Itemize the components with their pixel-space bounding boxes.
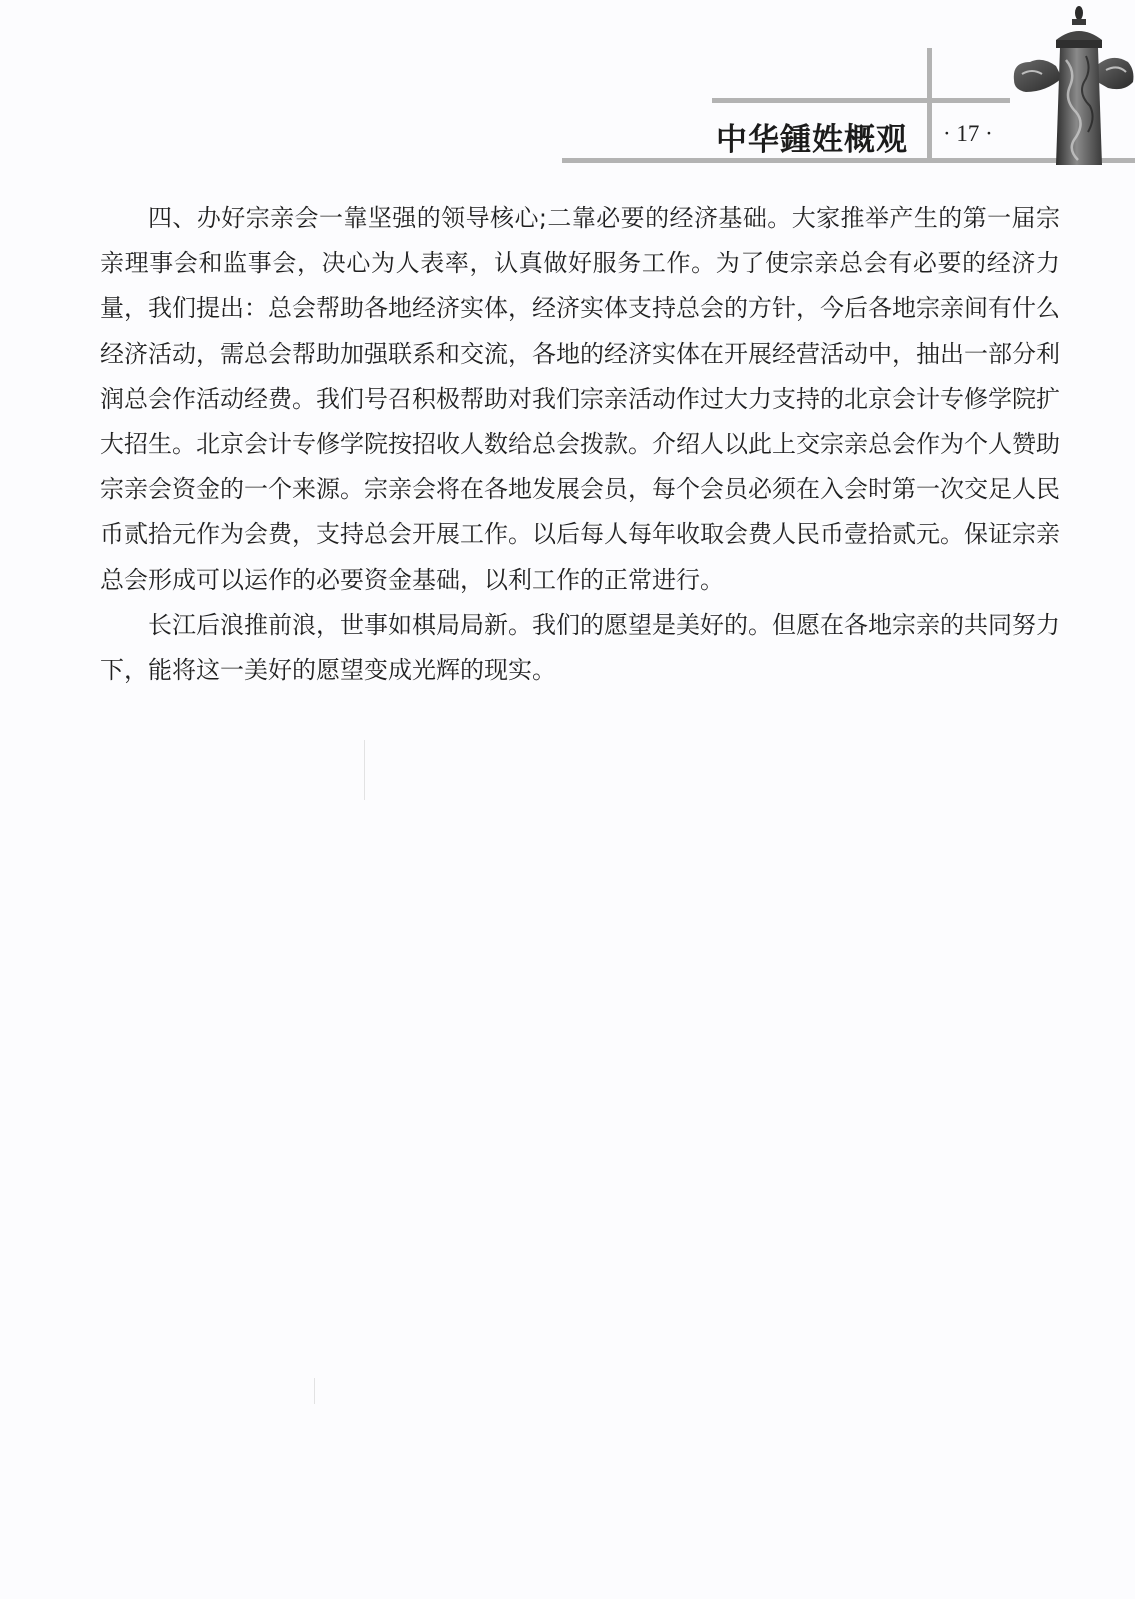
- paragraph: 四、办好宗亲会一靠坚强的领导核心;二靠必要的经济基础。大家推举产生的第一届宗亲理事会和监事会，决心为人表率，认真做好服务工作。为了使宗亲总会有必要的经济力量，我们提出：总会帮助各地经济实体，经济实体支持总会的方针，今后各地宗亲间有什么经济活动，需总会帮助加强联系和交流，各地的经济实体在开展经营活动中，抽出一部分利润总会作活动经费。我们号召积极帮助对我们宗亲活动作过大力支持的北京会计专修学院扩大招生。北京会计专修学院按招收人数给总会拨款。介绍人以此上交宗亲总会作为个人赞助宗亲会资金的一个来源。宗亲会将在各地发展会员，每个会员必须在入会时第一次交足人民币贰拾元作为会费，支持总会开展工作。以后每人每年收取会费人民币壹拾贰元。保证宗亲总会形成可以运作的必要资金基础，以利工作的正常进行。: [100, 204, 1060, 594]
- page-number: · 17 ·: [943, 121, 993, 146]
- scan-mark: [364, 740, 365, 800]
- header-divider-vertical: [927, 48, 932, 160]
- scan-mark: [314, 1378, 315, 1404]
- huabiao-pillar-icon: [1012, 0, 1135, 165]
- paragraph: 长江后浪推前浪，世事如棋局局新。我们的愿望是美好的。但愿在各地宗亲的共同努力下，能将这一美好的愿望变成光辉的现实。: [100, 610, 1060, 685]
- running-header-title: 中华鍾姓概观: [716, 122, 908, 158]
- header-rule-upper: [712, 98, 1010, 103]
- body-text: [100, 196, 1060, 693]
